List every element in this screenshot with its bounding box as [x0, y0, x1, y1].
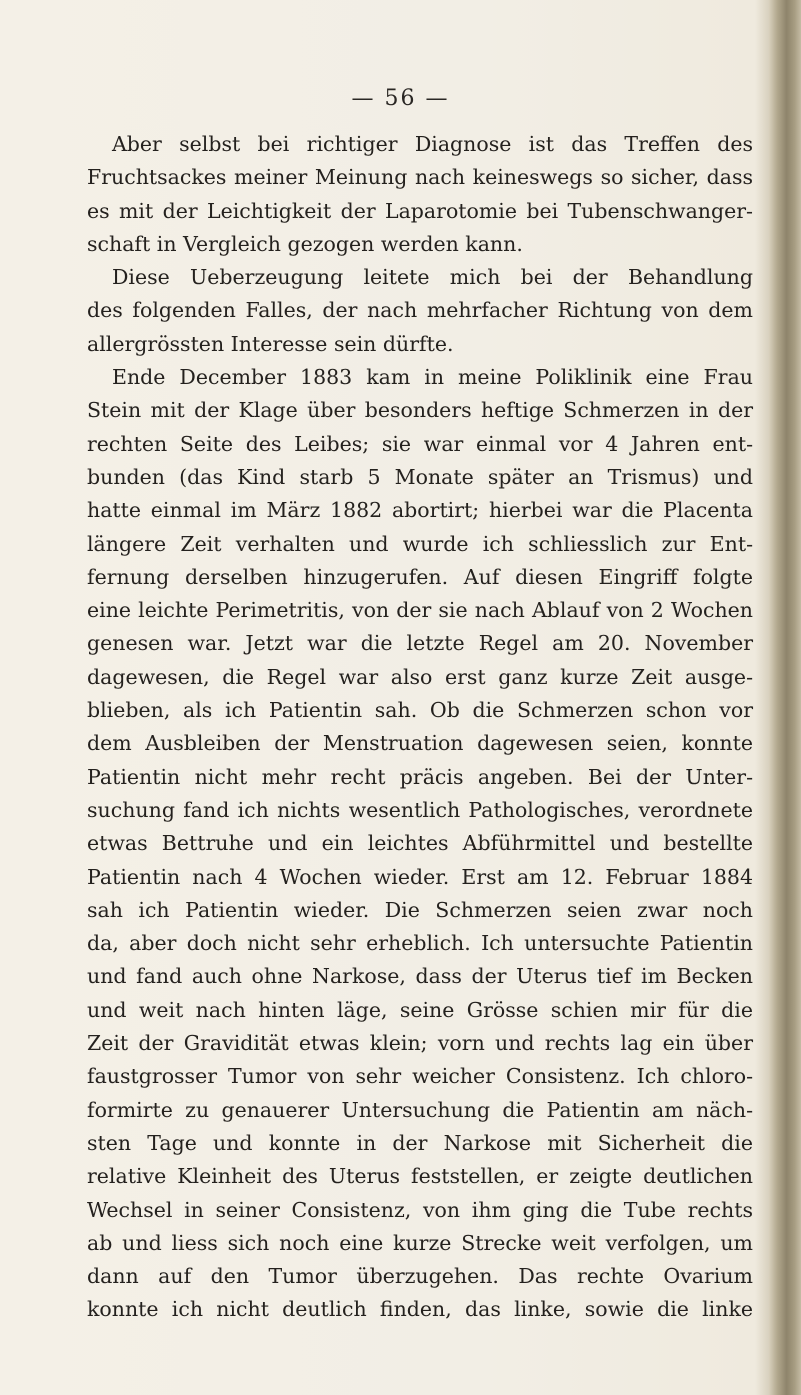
text-line: dem Ausbleiben der Menstruation dagewesen seien, konnte [87, 731, 753, 756]
text-line: genesen war. Jetzt war die letzte Regel am 20. November [87, 631, 753, 656]
text-line: Patientin nicht mehr recht präcis angeben. Bei der Unter- [87, 764, 753, 789]
text-line: konnte ich nicht deutlich finden, das linke, sowie die linke [87, 1297, 753, 1322]
page-edge-shadow [755, 0, 769, 1395]
text-line: suchung fand ich nichts wesentlich Pathologisches, verordnete [87, 797, 753, 822]
text-line: es mit der Leichtigkeit der Laparotomie bei Tubenschwanger- [87, 198, 753, 223]
text-line: Fruchtsackes meiner Meinung nach keineswegs so sicher, dass [87, 165, 753, 190]
text-line: schaft in Vergleich gezogen werden kann. [87, 231, 523, 256]
text-line: sah ich Patientin wieder. Die Schmerzen seien zwar noch [87, 897, 753, 922]
text-line: sten Tage und konnte in der Narkose mit Sicherheit die [87, 1130, 753, 1155]
text-line: rechten Seite des Leibes; sie war einmal vor 4 Jahren ent- [87, 431, 753, 456]
text-line: Ende December 1883 kam in meine Poliklinik eine Frau [112, 365, 753, 390]
body-text [87, 128, 753, 1327]
text-line: dann auf den Tumor überzugehen. Das rechte Ovarium [87, 1264, 753, 1289]
text-line: des folgenden Falles, der nach mehrfacher Richtung von dem [87, 298, 753, 323]
text-line: Zeit der Gravidität etwas klein; vorn und rechts lag ein über [87, 1031, 753, 1056]
text-line: und weit nach hinten läge, seine Grösse schien mir für die [87, 997, 753, 1022]
text-line: fernung derselben hinzugerufen. Auf diesen Eingriff folgte [87, 564, 753, 589]
text-line: längere Zeit verhalten und wurde ich schliesslich zur Ent- [87, 531, 753, 556]
text-line: bunden (das Kind starb 5 Monate später an Trismus) und [87, 464, 753, 489]
text-line: und fand auch ohne Narkose, dass der Uterus tief im Becken [87, 964, 753, 989]
text-line: allergrössten Interesse sein dürfte. [87, 331, 454, 356]
text-line: faustgrosser Tumor von sehr weicher Consistenz. Ich chloro- [87, 1064, 753, 1089]
text-line: etwas Bettruhe und ein leichtes Abführmittel und bestellte [87, 831, 753, 856]
book-edge [769, 0, 801, 1395]
text-line: eine leichte Perimetritis, von der sie nach Ablauf von 2 Wochen [87, 598, 753, 623]
text-line: da, aber doch nicht sehr erheblich. Ich untersuchte Patientin [87, 931, 753, 956]
text-line: hatte einmal im März 1882 abortirt; hierbei war die Placenta [87, 498, 753, 523]
text-line: Stein mit der Klage über besonders heftige Schmerzen in der [87, 398, 753, 423]
text-line: Patientin nach 4 Wochen wieder. Erst am 12. Februar 1884 [87, 864, 753, 889]
text-line: formirte zu genauerer Untersuchung die Patientin am näch- [87, 1097, 753, 1122]
text-line: relative Kleinheit des Uterus feststellen, er zeigte deutlichen [87, 1164, 753, 1189]
text-line: Aber selbst bei richtiger Diagnose ist das Treffen des [112, 132, 753, 156]
text-line: ab und liess sich noch eine kurze Strecke weit verfolgen, um [87, 1230, 753, 1255]
text-line: blieben, als ich Patientin sah. Ob die Schmerzen schon vor [87, 698, 753, 723]
text-line: Wechsel in seiner Consistenz, von ihm ging die Tube rechts [87, 1197, 753, 1222]
page-number: — 56 — [351, 86, 450, 111]
text-line: Diese Ueberzeugung leitete mich bei der Behandlung [112, 265, 753, 290]
text-line: dagewesen, die Regel war also erst ganz kurze Zeit ausge- [87, 664, 753, 689]
